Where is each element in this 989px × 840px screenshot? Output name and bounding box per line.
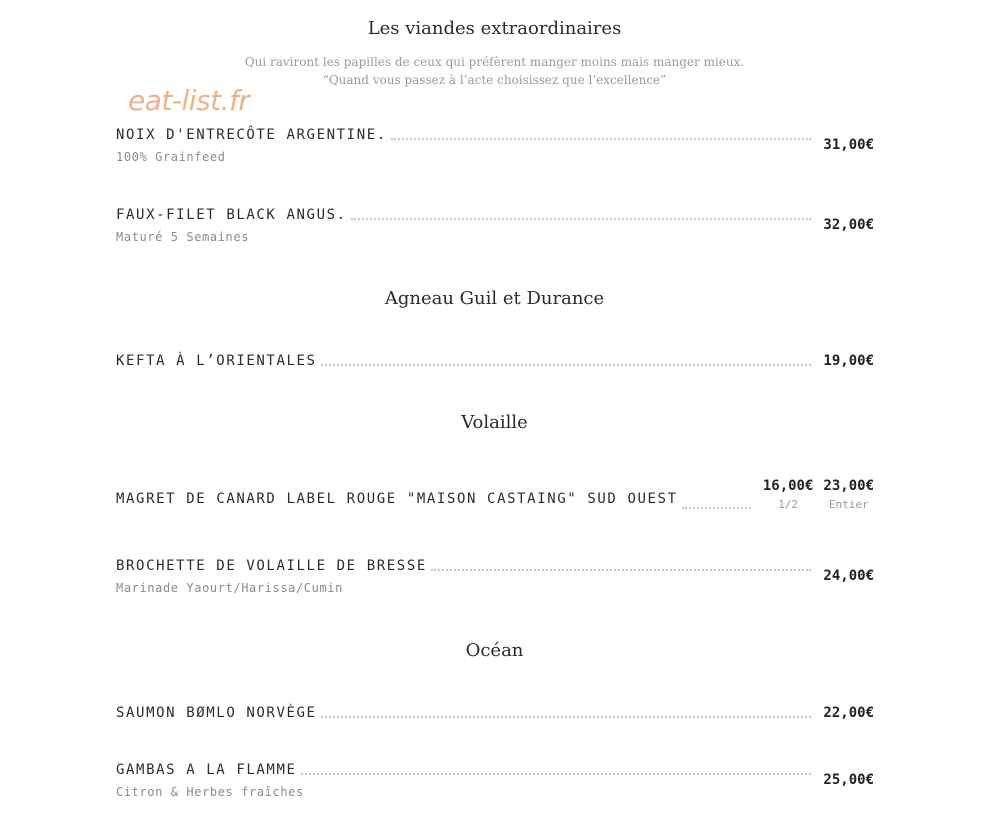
section-title-viandes: Les viandes extraordinaires — [367, 18, 622, 39]
menu-item — [116, 352, 874, 370]
price-option-half — [763, 477, 814, 511]
menu-item — [116, 704, 874, 722]
item-name: GAMBAS A LA FLAMME — [116, 762, 297, 778]
dot-leader — [351, 217, 812, 220]
option-price: 16,00€ — [762, 478, 814, 494]
menu-item — [116, 761, 874, 799]
item-name: KEFTA À L’ORIENTALES — [116, 353, 317, 369]
item-name: SAUMON BØMLO NORVÈGE — [116, 705, 317, 721]
item-description: Citron & Herbes fraîches — [116, 785, 304, 799]
section-intro — [0, 53, 989, 89]
dot-leader — [321, 363, 812, 366]
menu-item — [116, 126, 874, 164]
dot-leader — [682, 506, 751, 509]
section-title-agneau: Agneau Guil et Durance — [384, 288, 605, 309]
item-name: MAGRET DE CANARD LABEL ROUGE "MAISON CASTAING" SUD OUEST — [116, 491, 678, 507]
price-option-whole — [823, 477, 874, 511]
option-price: 23,00€ — [823, 478, 874, 494]
item-price: 25,00€ — [823, 772, 874, 788]
option-label: 1/2 — [778, 498, 799, 511]
dot-leader — [301, 772, 812, 775]
price-options — [763, 477, 874, 511]
section-title-ocean: Océan — [465, 640, 524, 661]
intro-line: “Quand vous passez à l’acte choisissez que l’excellence” — [322, 73, 667, 87]
item-name: NOIX D'ENTRECÔTE ARGENTINE. — [116, 127, 387, 143]
intro-line: Qui raviront les papilles de ceux qui préfèrent manger moins mais manger mieux. — [244, 55, 745, 69]
item-description: Marinade Yaourt/Harissa/Cumin — [116, 581, 343, 595]
menu-item — [116, 206, 874, 244]
item-price: 24,00€ — [823, 568, 874, 584]
dot-leader — [391, 137, 812, 140]
menu-item — [116, 477, 874, 513]
option-label: Entier — [828, 498, 869, 511]
item-name: BROCHETTE DE VOLAILLE DE BRESSE — [116, 558, 427, 574]
dot-leader — [431, 568, 812, 571]
item-price: 32,00€ — [823, 217, 874, 233]
dot-leader — [321, 715, 812, 718]
item-name: FAUX-FILET BLACK ANGUS. — [116, 207, 347, 223]
watermark-logo: eat-list.fr — [128, 84, 250, 117]
item-price: 19,00€ — [823, 353, 874, 369]
item-price: 31,00€ — [823, 137, 874, 153]
menu-item — [116, 557, 874, 595]
item-description: 100% Grainfeed — [116, 150, 226, 164]
item-price: 22,00€ — [823, 705, 874, 721]
section-title-volaille: Volaille — [461, 412, 528, 433]
item-description: Maturé 5 Semaines — [116, 230, 250, 244]
